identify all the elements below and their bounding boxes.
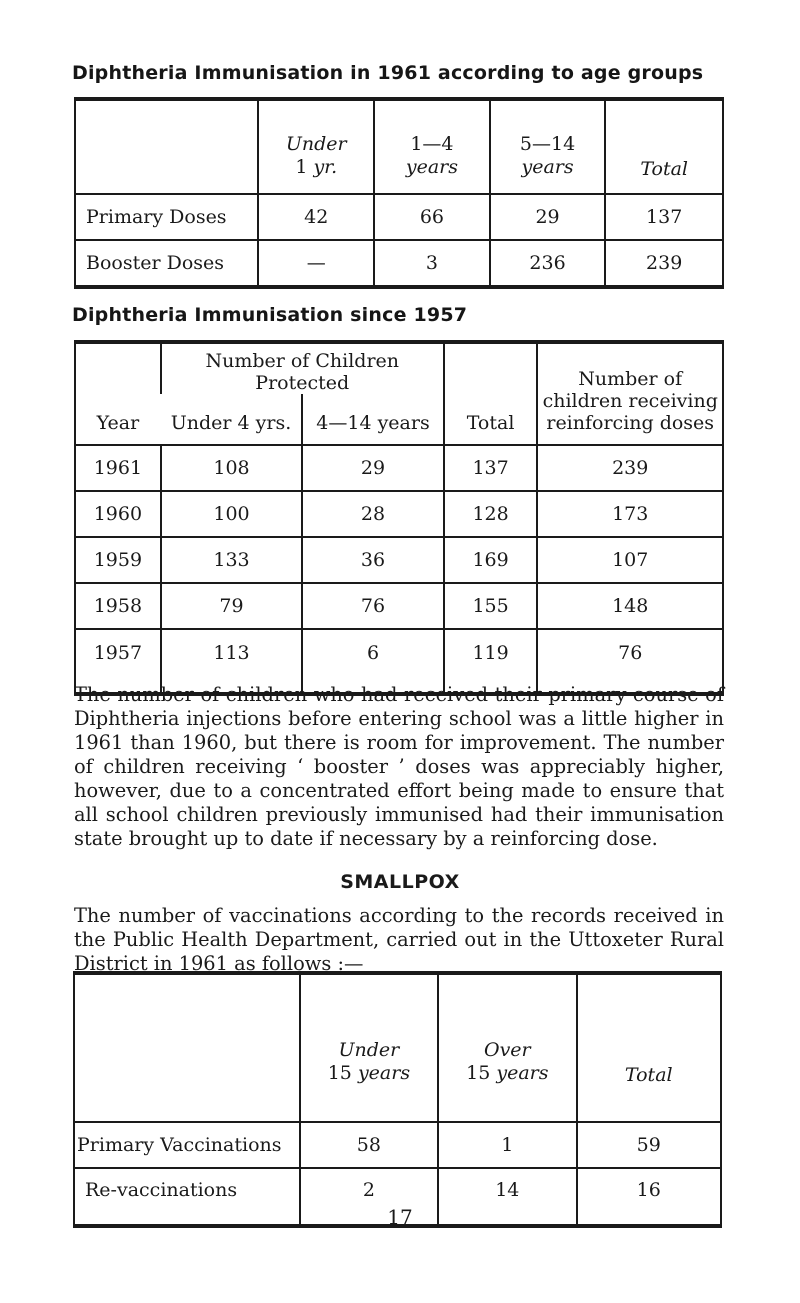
cell-under-4: 113 <box>161 629 303 694</box>
header-under-4: Under 4 yrs. <box>170 412 292 434</box>
cell-reinforcing: 148 <box>537 583 723 629</box>
header-year: Year <box>96 412 140 434</box>
header-blank <box>75 99 258 194</box>
row-label: Booster Doses <box>75 240 258 287</box>
table2-title: Diphtheria Immunisation since 1957 <box>72 304 468 326</box>
cell-under-15: 58 <box>300 1122 438 1168</box>
table-row-primary-vaccinations <box>74 1122 721 1168</box>
table-row-1961 <box>75 445 723 491</box>
cell-total: 128 <box>444 491 538 537</box>
diphtheria-paragraph: The number of children who had received their primary course of Diphtheria injections before entering school was a little higher in 1961 than 1960, but there is room for improvement. The number of children receiving ‘ booster ’ doses was appreciably higher, however, due to a concentrated effort being made to ensure that all school children previously immunised had their immunisation state brought up to date if necessary by a reinforcing dose. <box>74 683 724 850</box>
table-row-1960 <box>75 491 723 537</box>
cell-under-4: 108 <box>161 445 303 491</box>
smallpox-paragraph: The number of vaccinations according to the records received in the Public Health Department, carried out in the Uttoxeter Rural District in 1961 as follows :— <box>74 904 724 975</box>
cell-reinforcing: 239 <box>537 445 723 491</box>
table1-title: Diphtheria Immunisation in 1961 according to age groups <box>72 62 704 84</box>
cell-reinforcing: 76 <box>537 629 723 694</box>
smallpox-heading: SMALLPOX <box>340 871 460 893</box>
header-1-4-years: 1—4 years <box>374 99 490 194</box>
cell-reinforcing: 173 <box>537 491 723 537</box>
cell-total: 239 <box>605 240 723 287</box>
header-under-1-yr: Under 1 yr. <box>258 99 374 194</box>
table-header-row <box>75 99 723 194</box>
cell-total: 155 <box>444 583 538 629</box>
cell-4-14: 6 <box>302 629 443 694</box>
cell-year: 1960 <box>75 491 161 537</box>
table-immunisation-by-age <box>74 97 724 289</box>
cell-under-1: — <box>258 240 374 287</box>
header-reinforcing-doses: Number of children receiving reinforcing doses <box>537 342 723 445</box>
table-immunisation-since-1957 <box>74 340 724 696</box>
cell-total: 137 <box>605 194 723 240</box>
header-total: Total <box>577 973 721 1122</box>
cell-under-15: 2 <box>300 1168 438 1226</box>
header-blank <box>74 973 300 1122</box>
header-children-protected: Number of Children Protected <box>161 342 444 394</box>
row-label: Primary Vaccinations <box>74 1122 300 1168</box>
cell-year: 1958 <box>75 583 161 629</box>
cell-4-14: 36 <box>302 537 443 583</box>
header-over-15-years: Over 15 years <box>438 973 576 1122</box>
cell-under-4: 100 <box>161 491 303 537</box>
page-number: 17 <box>387 1205 413 1229</box>
header-4-14-years: 4—14 years <box>302 394 443 445</box>
cell-total: 137 <box>444 445 538 491</box>
cell-year: 1959 <box>75 537 161 583</box>
table-row-1958 <box>75 583 723 629</box>
cell-4-14: 76 <box>302 583 443 629</box>
cell-year: 1961 <box>75 445 161 491</box>
cell-total: 59 <box>577 1122 721 1168</box>
table-header-row <box>75 342 723 394</box>
row-label: Re-vaccinations <box>74 1168 300 1226</box>
cell-under-4: 133 <box>161 537 303 583</box>
row-label: Primary Doses <box>75 194 258 240</box>
cell-under-4: 79 <box>161 583 303 629</box>
table-row-1959 <box>75 537 723 583</box>
header-under-15-years: Under 15 years <box>300 973 438 1122</box>
cell-reinforcing: 107 <box>537 537 723 583</box>
cell-4-14: 29 <box>302 445 443 491</box>
cell-total: 119 <box>444 629 538 694</box>
header-total: Total <box>444 342 538 445</box>
cell-total: 169 <box>444 537 538 583</box>
table-header-row <box>74 973 721 1122</box>
table-row-primary-doses <box>75 194 723 240</box>
cell-under-1: 42 <box>258 194 374 240</box>
cell-over-15: 14 <box>438 1168 576 1226</box>
cell-4-14: 28 <box>302 491 443 537</box>
table-row-booster-doses <box>75 240 723 287</box>
cell-1-4: 3 <box>374 240 490 287</box>
cell-5-14: 236 <box>490 240 606 287</box>
cell-5-14: 29 <box>490 194 606 240</box>
cell-1-4: 66 <box>374 194 490 240</box>
cell-total: 16 <box>577 1168 721 1226</box>
header-5-14-years: 5—14 years <box>490 99 606 194</box>
cell-year: 1957 <box>75 629 161 694</box>
header-total: Total <box>605 99 723 194</box>
cell-over-15: 1 <box>438 1122 576 1168</box>
table-smallpox-vaccinations <box>73 971 722 1228</box>
